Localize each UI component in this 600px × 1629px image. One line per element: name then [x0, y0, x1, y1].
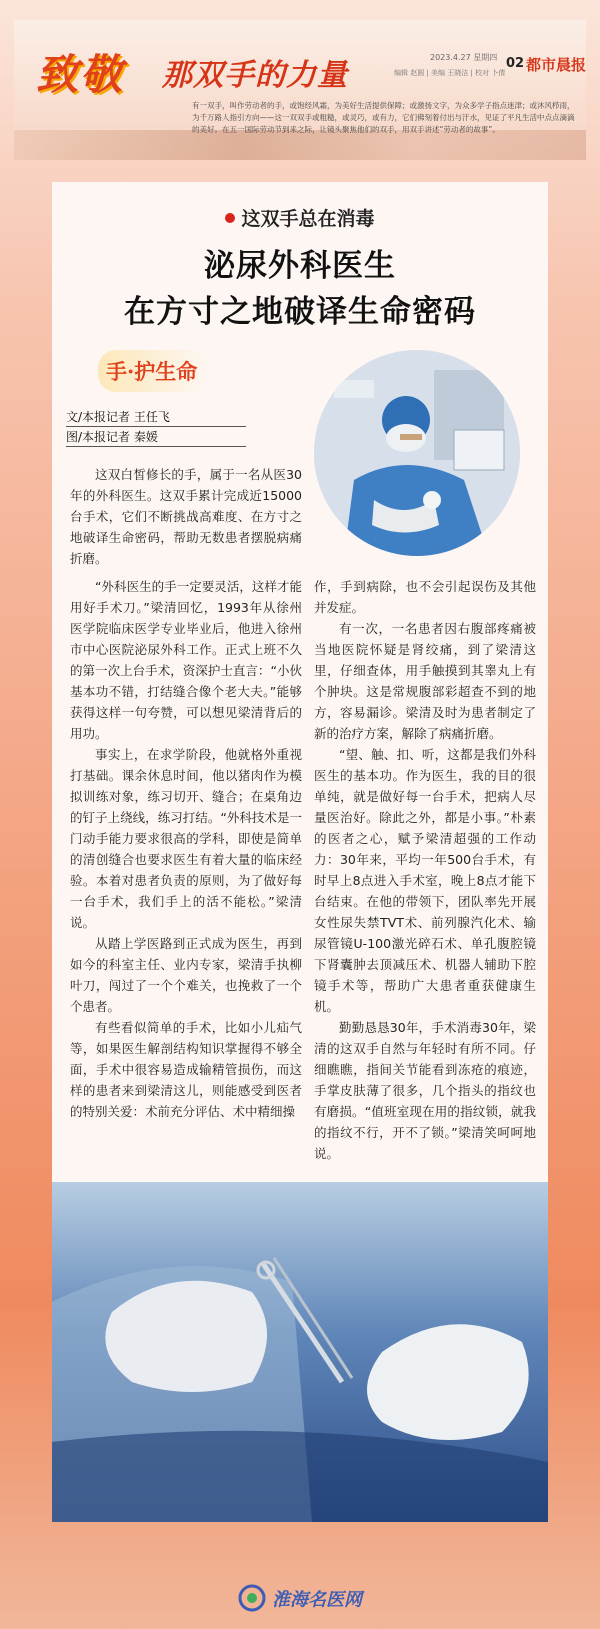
footer-logo-text: 淮海名医网	[272, 1589, 362, 1611]
headline-line-1: 泌尿外科医生	[204, 248, 396, 284]
header-intro: 有一双手，叫作劳动者的手，或饱经风霜，为美好生活提供保障；或激扬文字，为众多学子指点迷津；或沐风栉雨，为千万路人指引方向——这一双双手或粗糙，或灵巧，或有力，它们佛刻着付出与汗水，见证了平凡生活中点点滴滴的美好。在五一国际劳动节到来之际，让镜头聚焦他们的双手，用双手讲述“劳动者的故事”。	[192, 101, 575, 134]
left-paragraph: 从踏上学医路到正式成为医生，再到如今的科室主任、业内专家，梁清手执柳叶刀，闯过了一个个难关，也挽救了一个个患者。	[70, 936, 302, 1014]
headline-line-2: 在方寸之地破译生命密码	[124, 294, 476, 330]
left-paragraph: 有些看似简单的手术，比如小儿疝气等，如果医生解剖结构知识掌握得不够全面，手术中很容易造成输精管损伤，而这样的患者来到梁清这儿，则能感受到医者的特别关爱：术前充分评估、术中精细操	[70, 1020, 302, 1119]
hands-photo	[52, 1182, 548, 1522]
page-header	[14, 20, 586, 160]
left-column	[70, 576, 302, 1122]
right-paragraph: 作，手到病除，也不会引起误伤及其他并发症。	[314, 579, 536, 615]
header-title-main: 那双手的力量	[162, 58, 348, 93]
lead-paragraph-text: 这双白皙修长的手，属于一名从医30年的外科医生。这双手累计完成近15000台手术，它们不断挑战高难度、在方寸之地破译生命密码，帮助无数患者摆脱病痛折磨。	[70, 467, 302, 566]
red-dot-icon	[225, 213, 235, 223]
header-editors: 编辑 赵圆 | 美编 王晓洁 | 校对 卜倩	[394, 69, 506, 77]
byline-photo: 图/本报记者 秦媛	[66, 428, 246, 447]
surgeon-photo	[314, 350, 520, 556]
surgeon-illustration	[314, 350, 520, 556]
right-paragraph: 勤勤恳恳30年，手术消毒30年，梁清的这双手自然与年轻时有所不同。仔细瞧瞧，指间关节能看到冻疮的痕迹，手掌皮肤薄了很多，几个指头的指纹也有磨损。“值班室现在用的指纹锁，就我的指纹不行，开不了锁。”梁清笑呵呵地说。	[314, 1020, 536, 1161]
right-paragraph: “望、触、扣、听，这都是我们外科医生的基本功。作为医生，我的目的很单纯，就是做好每一台手术，把病人尽量医治好。除此之外，都是小事。”朴素的医者之心，赋予梁清超强的工作动力：30年来，平均一年500台手术，有时早上8点进入手术室，晚上8点才能下台结束。在他的带领下，团队率先开展女性尿失禁TVT术、前列腺汽化术、输尿管镜U-100激光碎石术、单孔腹腔镜下肾囊肿去顶减压术、机器人辅助下腔镜手术等，帮助广大患者重获健康生机。	[314, 747, 536, 1014]
article-card	[52, 182, 548, 1522]
byline-text: 文/本报记者 王任飞	[66, 408, 246, 427]
hands-with-scissors-illustration	[52, 1182, 548, 1522]
right-column	[314, 576, 536, 1164]
header-title-script: 致敬	[36, 50, 125, 99]
header-page-number: 02	[506, 56, 525, 71]
left-paragraph: “外科医生的手一定要灵活，这样才能用好手术刀。”梁清回忆，1993年从徐州医学院临床医学专业毕业后，他进入徐州市中心医院泌尿外科工作。正式上班不久的第一次上台手术，资深护士直言：“小伙基本功不错，打结缝合像个老大夫。”能够获得这样一句夸赞，可以想见梁清背后的用功。	[70, 579, 302, 741]
article-subhead	[52, 204, 548, 231]
header-date: 2023.4.27 星期四	[430, 53, 498, 62]
article-subhead-text: 这双手总在消毒	[241, 208, 375, 230]
right-paragraph: 有一次，一名患者因右腹部疼痛被当地医院怀疑是肾绞痛，到了梁清这里，仔细查体，用手触摸到其睾丸上有个肿块。这是常规腹部彩超查不到的地方，容易漏诊。梁清及时为患者制定了新的治疗方案，解除了病痛折磨。	[314, 621, 536, 741]
footer-logo-mark-icon	[238, 1584, 266, 1617]
column-logo: 手·护生命	[98, 350, 209, 392]
lead-paragraph	[70, 464, 302, 569]
left-paragraph: 事实上，在求学阶段，他就格外重视打基础。课余休息时间，他以猪肉作为模拟训练对象，练习切开、缝合；在桌角边的钉子上绕线，练习打结。“外科技术是一门动手能力要求很高的学科，即使是简单的清创缝合也要求医生有着大量的临床经验。本着对患者负责的原则，为了做好每一台手术，我们手上的活不能松。”梁清说。	[70, 747, 302, 930]
footer-logo	[0, 1584, 600, 1617]
header-brand: 都市晨报	[526, 56, 586, 74]
